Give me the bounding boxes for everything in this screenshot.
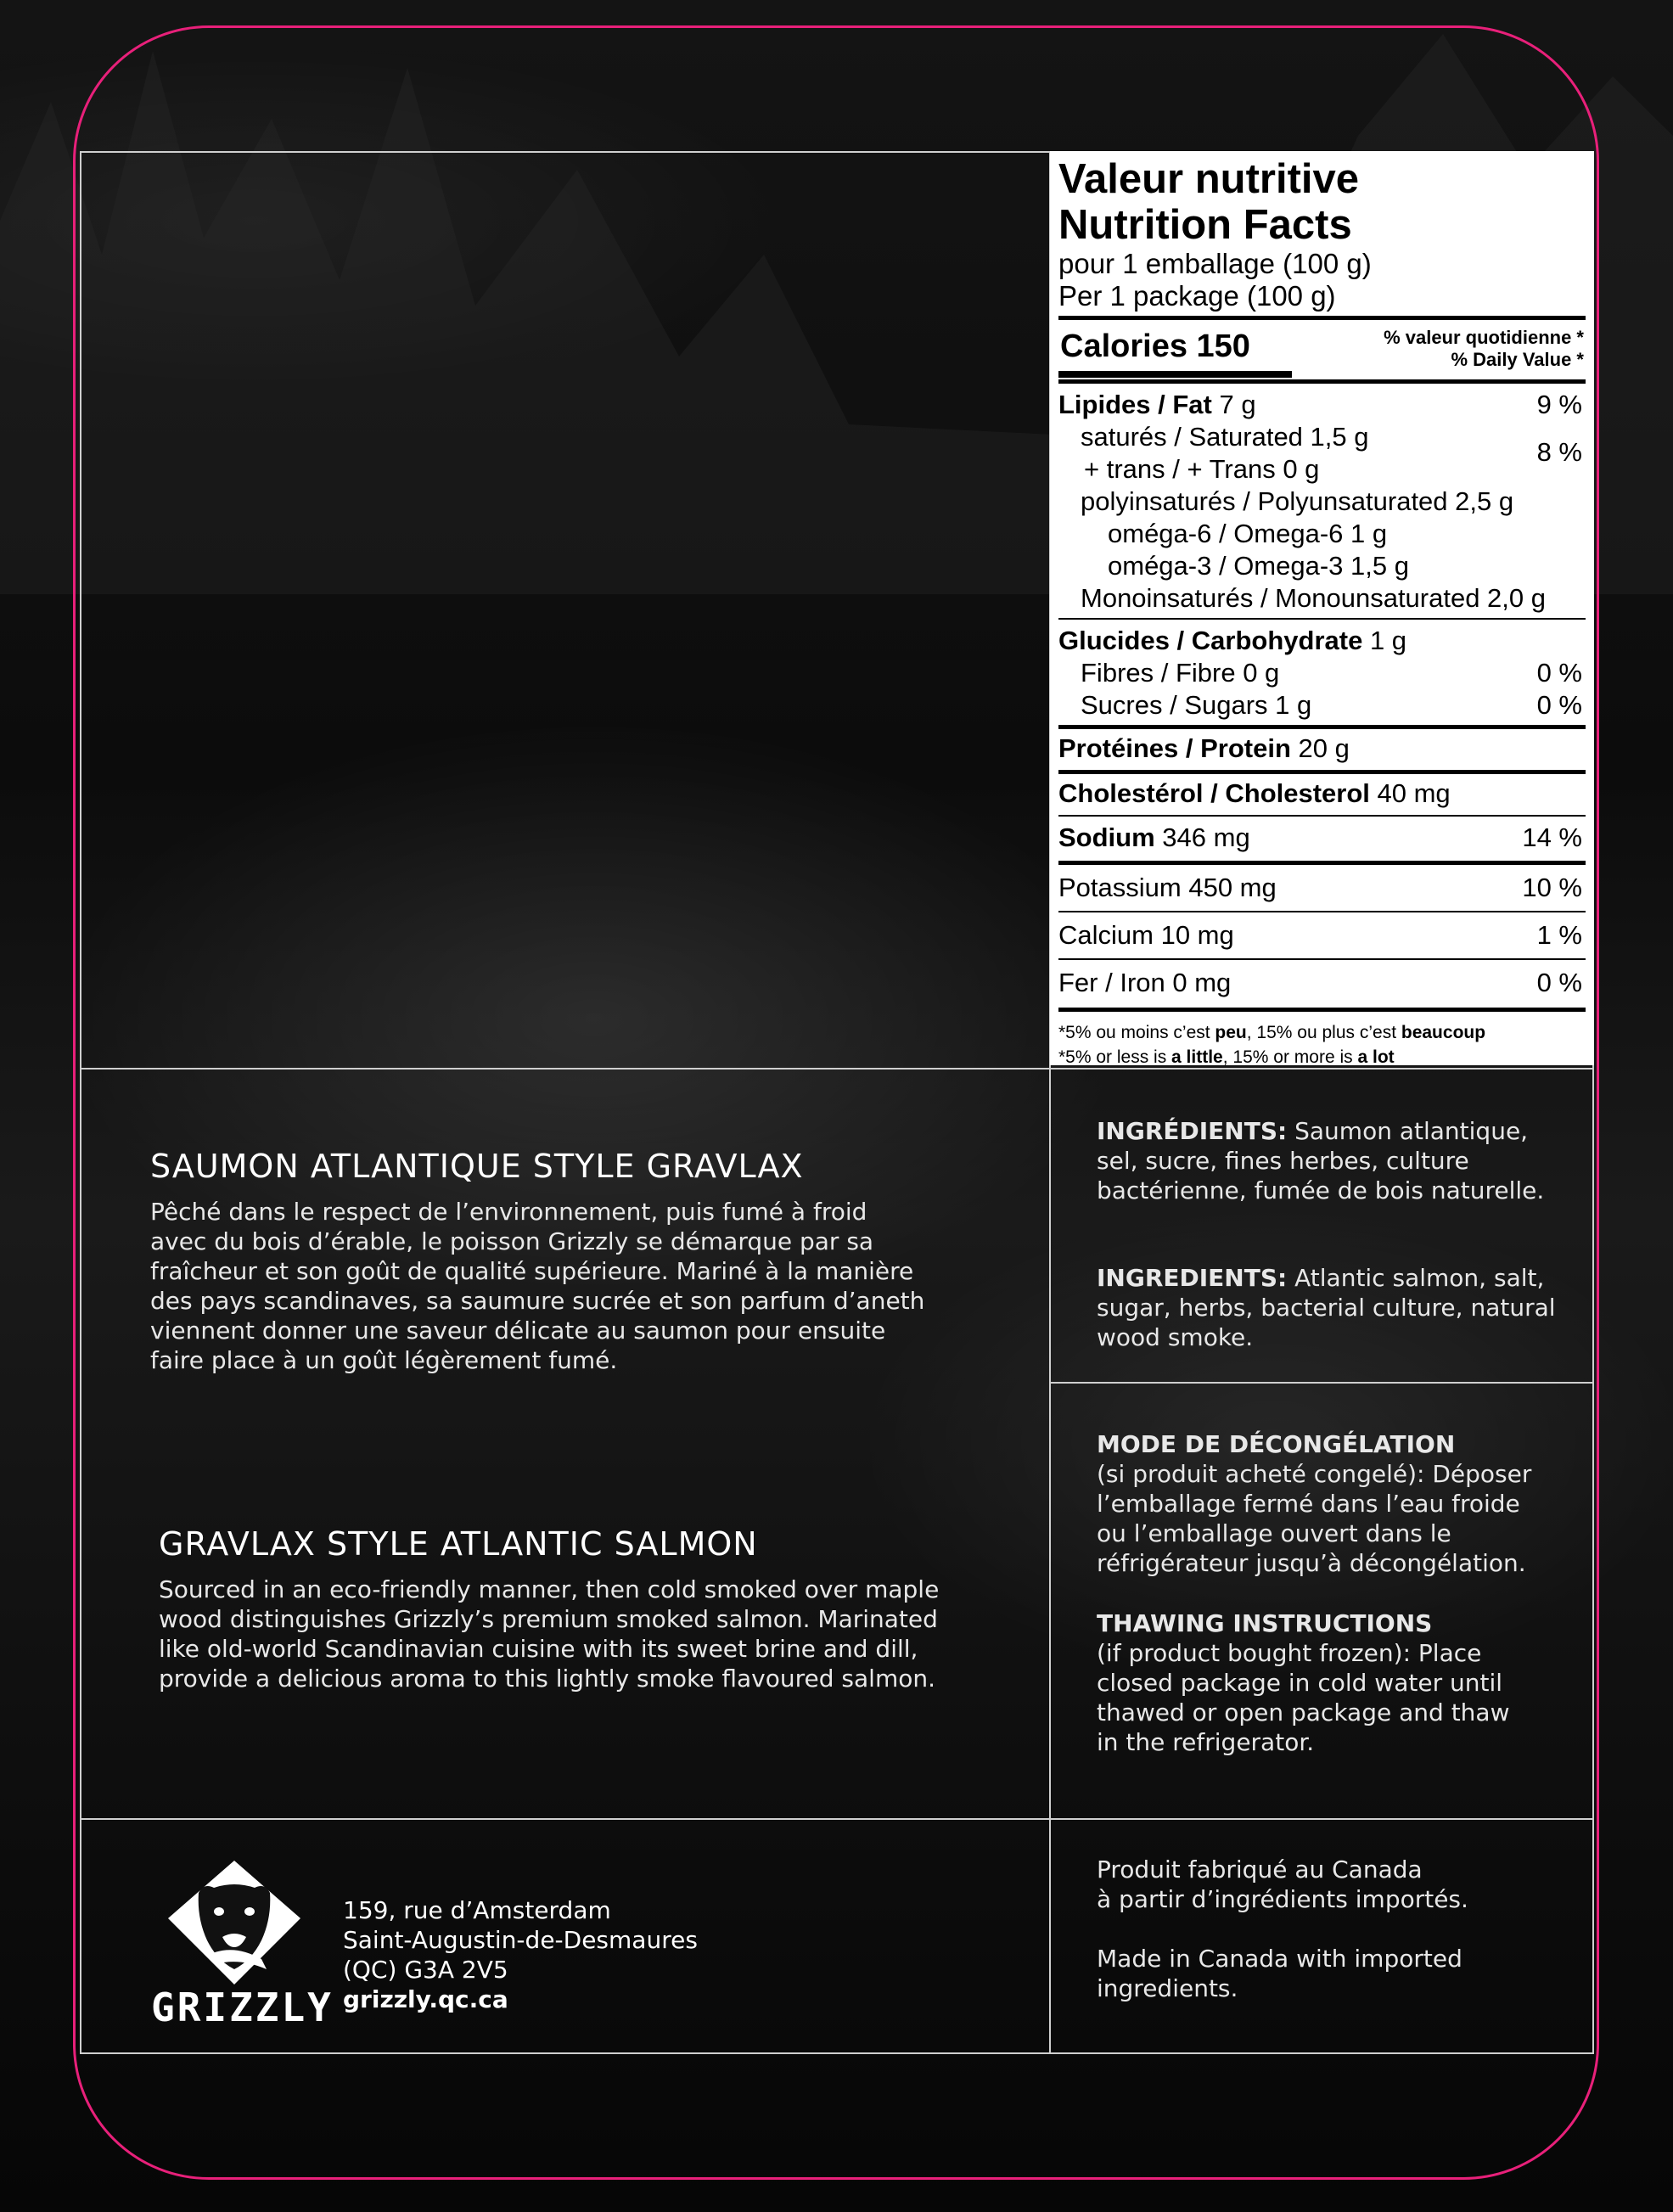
divider [1058,815,1586,817]
grizzly-logo-text: GRIZZLY [151,1985,334,2030]
sugars-row: Sucres / Sugars 1 g 0 % [1081,690,1582,720]
sodium-row: Sodium 346 mg 14 % [1058,822,1582,852]
saturated-row: saturés / Saturated 1,5 g [1081,422,1369,452]
divider [1058,725,1586,729]
omega6-row: oméga-6 / Omega-6 1 g [1108,519,1388,548]
cholesterol-row: Cholestérol / Cholesterol 40 mg [1058,778,1451,808]
omega3-row: oméga-3 / Omega-3 1,5 g [1108,551,1409,581]
divider [1058,379,1586,384]
serving-size-fr: pour 1 emballage (100 g) [1058,248,1372,279]
fat-row: Lipides / Fat 7 g 9 % [1058,390,1582,419]
divider [1058,861,1586,865]
product-title-en: GRAVLAX STYLE ATLANTIC SALMON [159,1525,758,1563]
divider [1058,770,1586,774]
serving-size-en: Per 1 package (100 g) [1058,280,1336,312]
trans-row: + trans / + Trans 0 g 8 % [1084,437,1582,484]
calcium-row: Calcium 10 mg 1 % [1058,920,1582,950]
thawing-fr: MODE DE DÉCONGÉLATION (si produit acheté congelé): Déposer l’emballage fermé dans l’eau froide ou l’emballage ouvert dans le réfrigérateur jusqu’à décongélation. [1097,1430,1532,1577]
description-en: Sourced in an eco-friendly manner, then cold smoked over maple wood distinguishes Grizzly’s premium smoked salmon. Marinated like old-world Scandinavian cuisine with its sweet brine and dill, provide a delicious aroma to this lightly smoke flavoured salmon. [159,1575,940,1693]
protein-row: Protéines / Protein 20 g [1058,733,1350,763]
ingredients-fr: INGRÉDIENTS: Saumon atlantique, sel, sucre, fines herbes, culture bactérienne, fumée de bois naturelle. [1097,1117,1545,1204]
website-link[interactable]: grizzly.qc.ca [343,1985,508,2013]
divider [1058,618,1586,620]
grid-line [80,151,81,2054]
daily-value-header: % valeur quotidienne * % Daily Value * [1384,327,1584,370]
iron-row: Fer / Iron 0 mg 0 % [1058,968,1582,997]
carbohydrate-row: Glucides / Carbohydrate 1 g [1058,626,1407,655]
polyunsaturated-row: polyinsaturés / Polyunsaturated 2,5 g [1081,486,1514,516]
nutrition-title-fr: Valeur nutritive [1058,156,1360,202]
fibre-row: Fibres / Fibre 0 g 0 % [1081,658,1582,688]
nutrition-title-en: Nutrition Facts [1058,202,1352,248]
potassium-row: Potassium 450 mg 10 % [1058,873,1582,902]
calories: Calories 150 [1060,328,1250,364]
grizzly-bear-logo-icon [166,1859,302,1986]
origin-fr: Produit fabriqué au Canada à partir d’ingrédients importés. [1097,1855,1468,1913]
origin-en: Made in Canada with imported ingredients. [1097,1945,1462,2002]
calories-bar [1058,371,1292,378]
daily-value-footnote: *5% ou moins c’est peu, 15% ou plus c’est beaucoup *5% or less is a little, 15% or more is a lot [1058,1023,1486,1067]
grid-line [80,2052,1594,2054]
divider [1058,958,1586,960]
grid-line [80,1818,1594,1820]
company-address: 159, rue d’Amsterdam Saint-Augustin-de-Desmaures (QC) G3A 2V5 grizzly.qc.ca [343,1896,698,2013]
ingredients-en: INGREDIENTS: Atlantic salmon, salt, sugar, herbs, bacterial culture, natural wood smoke. [1097,1264,1556,1351]
calories-row [1058,316,1586,379]
thawing-en: THAWING INSTRUCTIONS (if product bought frozen): Place closed package in cold water until thawed or open package and thaw in the refrigerator. [1097,1609,1510,1756]
description-fr: Pêché dans le respect de l’environnement, puis fumé à froid avec du bois d’érable, le poisson Grizzly se démarque par sa fraîcheur et son goût de qualité supérieure. Mariné à la manière des pays scandinaves, sa saumure sucrée et son parfum d’aneth viennent donner une saveur délicate au saumon pour ensuite faire place à un goût légèrement fumé. [150,1198,925,1374]
grid-line [1049,1382,1594,1384]
monounsaturated-row: Monoinsaturés / Monounsaturated 2,0 g [1081,583,1547,613]
nutrition-facts-table [1050,151,1594,1065]
product-title-fr: SAUMON ATLANTIQUE STYLE GRAVLAX [150,1148,804,1185]
divider [1058,911,1586,912]
